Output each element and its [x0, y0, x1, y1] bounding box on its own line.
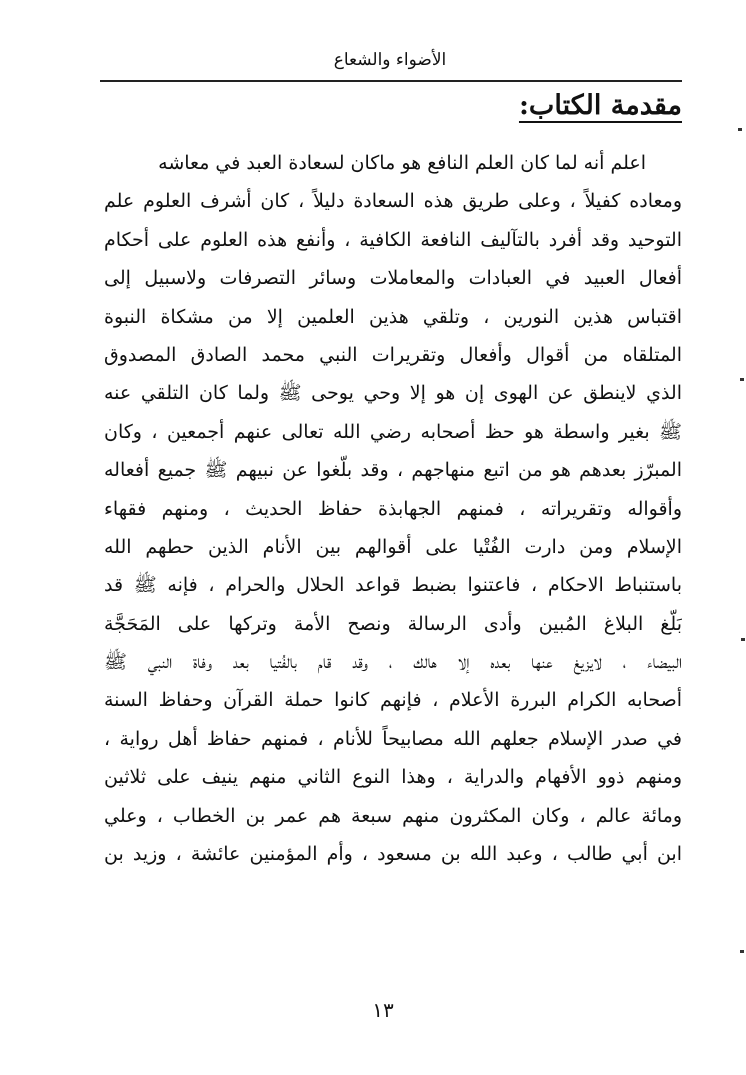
body-paragraph	[104, 144, 682, 873]
margin-speck	[738, 128, 742, 131]
text-line: اعلم أنه لما كان العلم النافع هو ماكان لسعادة العبد في معاشه	[158, 152, 646, 174]
text-line: ومائة عالم ، وكان المكثرون منهم سبعة هم عمر بن الخطاب ، وعلي	[104, 804, 682, 827]
margin-speck	[741, 638, 745, 641]
text-line: باستنباط الاحكام ، فاعتنوا بضبط قواعد الحلال والحرام ، فإنه ﷺ قد	[104, 574, 682, 597]
text-line: ومنهم ذوو الأفهام والدراية ، وهذا النوع الثاني منهم ينيف على ثلاثين	[104, 766, 682, 789]
text-line: بَلّغ البلاغ المُبين وأدى الرسالة ونصح الأمة وتركها على المَحَجَّة	[104, 612, 682, 635]
text-line: ابن أبي طالب ، وعبد الله بن مسعود ، وأم المؤمنين عائشة ، وزيد بن	[104, 843, 682, 866]
page-number: ١٣	[372, 998, 394, 1022]
text-line: اقتباس هذين النورين ، وتلقي هذين العلمين إلا من مشكاة النبوة	[104, 305, 682, 328]
text-line: في صدر الإسلام جعلهم الله مصابيحاً للأنام ، فمنهم حفاظ أهل رواية ،	[104, 727, 682, 750]
text-line: التوحيد وقد أفرد بالتآليف النافعة الكافية ، وأنفع هذه العلوم على أحكام	[104, 228, 682, 251]
running-header-title: الأضواء والشعاع	[333, 50, 447, 70]
text-line: الذي لاينطق عن الهوى إن هو إلا وحي يوحى ﷺ ولما كان التلقي عنه	[104, 382, 682, 405]
header-divider	[100, 80, 682, 82]
margin-speck	[740, 950, 744, 953]
text-line: أفعال العبيد في العبادات والمعاملات وسائر التصرفات ولاسبيل إلى	[104, 267, 682, 290]
text-line: الإسلام ومن دارت الفُتْيا على أقوالهم بين الأنام الذين حطهم الله	[104, 535, 682, 558]
text-line: المبرّز بعدهم هو من اتبع منهاجهم ، وقد بلّغوا عن نبيهم ﷺ جميع أفعاله	[104, 459, 682, 482]
text-line: البيضاء ، لايزيغ عنها بعده إلا هالك ، وقد قام بالفُتيا بعد وفاة النبي ﷺ	[104, 651, 682, 674]
text-line: وأقواله وتقريراته ، فمنهم الجهابذة حفاظ الحديث ، ومنهم فقهاء	[104, 497, 682, 520]
text-line: ومعاده كفيلاً ، وعلى طريق هذه السعادة دليلاً ، كان أشرف العلوم علم	[104, 190, 682, 213]
margin-speck	[740, 378, 744, 381]
text-line: المتلقاه من أقوال وأفعال وتقريرات النبي محمد الصادق المصدوق	[104, 343, 682, 366]
section-heading: مقدمة الكتاب:	[518, 90, 682, 121]
text-line: ﷺ بغير واسطة هو حظ أصحابه رضي الله تعالى عنهم أجمعين ، وكان	[104, 420, 682, 443]
text-line: أصحابه الكرام البررة الأعلام ، فإنهم كانوا حملة القرآن وحفاظ السنة	[104, 689, 682, 712]
